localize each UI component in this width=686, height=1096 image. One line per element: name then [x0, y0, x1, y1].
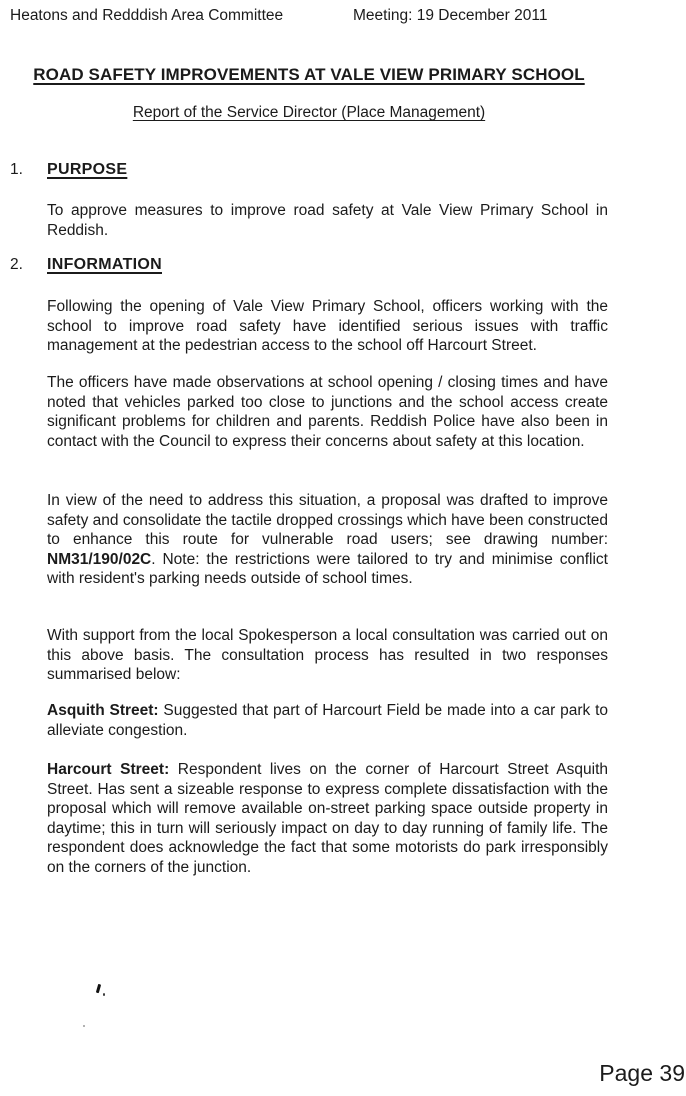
section-number: 2.	[10, 256, 23, 273]
scan-artifact-dot	[103, 993, 105, 996]
section-heading-purpose: PURPOSE	[47, 161, 128, 178]
scan-artifact-stroke	[96, 984, 101, 993]
purpose-paragraph: To approve measures to improve road safety at Vale View Primary School in Reddish.	[47, 202, 608, 239]
section-heading-information: INFORMATION	[47, 256, 162, 273]
proposal-text-before: In view of the need to address this situation, a proposal was drafted to improve safety and consolidate the tactile dropped crossings which have been constructed to enhance this route for vulnerable road users; see drawing number:	[47, 492, 608, 548]
section-number: 1.	[10, 161, 23, 178]
information-paragraph-proposal	[47, 491, 608, 589]
scan-artifact-speck	[83, 1025, 85, 1027]
response-asquith-label: Asquith Street:	[47, 702, 159, 719]
meeting-date: Meeting: 19 December 2011	[353, 7, 548, 24]
scan-artifact-mark	[96, 984, 107, 998]
information-paragraph-consultation: With support from the local Spokesperson a local consultation was carried out on this above basis. The consultation process has resulted in two responses summarised below:	[47, 627, 608, 683]
drawing-number: NM31/190/02C	[47, 550, 152, 568]
section-purpose-heading-row	[0, 161, 686, 181]
response-harcourt-text: Respondent lives on the corner of Harcourt Street Asquith Street. Has sent a sizeable response to express complete dissatisfaction with the proposal which will remove available on-street parking space outside property in daytime; this in turn will seriously impact on day to day running of family life. The respondent does acknowledge the fact that some motorists do park irresponsibly on the corners of the junction.	[47, 761, 608, 876]
information-paragraph-opening: Following the opening of Vale View Primary School, officers working with the school to improve road safety have identified serious issues with traffic management at the pedestrian access to the school off Harcourt Street.	[47, 298, 608, 354]
page-number: Page 39	[599, 1060, 685, 1086]
section-information-heading-row	[0, 256, 686, 276]
response-harcourt-paragraph	[47, 760, 608, 877]
information-paragraph-observations: The officers have made observations at school opening / closing times and have noted that vehicles parked too close to junctions and the school access create significant problems for children and parents. Reddish Police have also been in contact with the Council to express their concerns about safety at this location.	[47, 374, 608, 450]
report-subtitle: Report of the Service Director (Place Management)	[132, 104, 486, 121]
report-title: ROAD SAFETY IMPROVEMENTS AT VALE VIEW PRIMARY SCHOOL	[33, 65, 585, 84]
response-asquith-paragraph	[47, 701, 608, 740]
proposal-text-after: . Note: the restrictions were tailored to try and minimise conflict with resident's parking needs outside of school times.	[47, 550, 608, 587]
response-harcourt-label: Harcourt Street:	[47, 761, 170, 778]
committee-name: Heatons and Redddish Area Committee	[10, 7, 284, 24]
response-asquith-text: Suggested that part of Harcourt Field be made into a car park to alleviate congestion.	[47, 702, 608, 739]
page-header	[10, 7, 650, 27]
